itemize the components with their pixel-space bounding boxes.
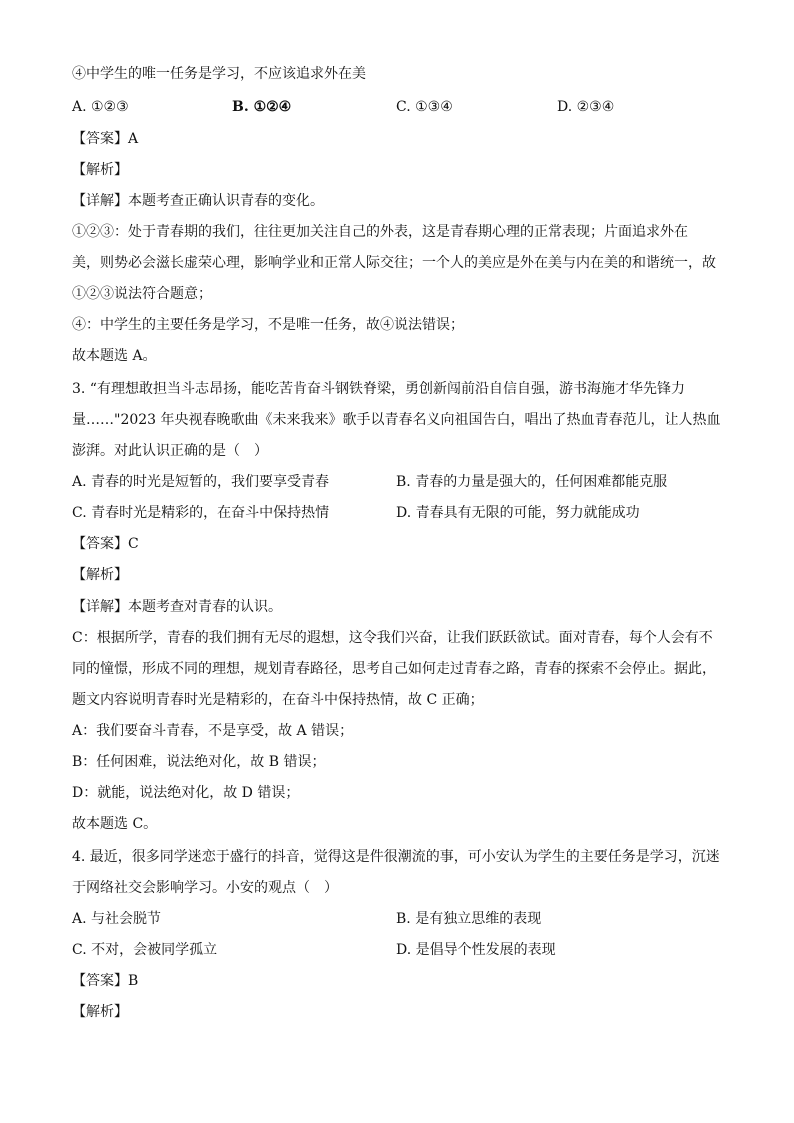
q2-option-a: A. ①②③ xyxy=(72,99,129,115)
q2-detail-line-1: 【详解】本题考查正确认识青春的变化。 xyxy=(72,193,324,209)
q2-statement-4: ④中学生的唯一任务是学习，不应该追求外在美 xyxy=(72,66,366,82)
q4-analysis-label: 【解析】 xyxy=(72,1004,128,1020)
q3-stem-line-1: 3. “有理想敢担当斗志昂扬，能吃苦肯奋斗钢铁脊梁，勇创新闯前沿自信自强，游书海施才华先锋力 xyxy=(72,381,685,397)
q4-stem-line-2: 于网络社交会影响学习。小安的观点（ ） xyxy=(72,880,338,896)
q3-stem-line-2: 量……"2023 年央视春晚歌曲《未来我来》歌手以青春名义向祖国告白，唱出了热血青春范儿，让人热血 xyxy=(72,412,721,428)
q4-answer: 【答案】B xyxy=(72,973,139,989)
q4-option-d: D. 是倡导个性发展的表现 xyxy=(396,942,556,958)
q4-option-c: C. 不对，会被同学孤立 xyxy=(72,942,218,958)
q2-option-c: C. ①③④ xyxy=(396,99,453,115)
q3-stem-line-3: 澎湃。对此认识正确的是（ ） xyxy=(72,443,268,459)
q2-detail-line-2: ①②③：处于青春期的我们，往往更加关注自己的外表，这是青春期心理的正常表现；片面追求外在 xyxy=(72,224,688,240)
q3-detail-line-1: 【详解】本题考查对青春的认识。 xyxy=(72,599,282,615)
q2-analysis-label: 【解析】 xyxy=(72,162,128,178)
q2-option-d: D. ②③④ xyxy=(557,99,615,115)
q3-option-d: D. 青春具有无限的可能，努力就能成功 xyxy=(396,505,640,521)
q3-detail-line-4: 题文内容说明青春时光是精彩的，在奋斗中保持热情，故 C 正确； xyxy=(72,692,484,708)
q3-answer: 【答案】C xyxy=(72,536,139,552)
q4-stem-line-1: 4. 最近，很多同学迷恋于盛行的抖音，觉得这是件很潮流的事，可小安认为学生的主要任务是学习，沉迷 xyxy=(72,849,720,865)
q2-detail-line-4: ①②③说法符合题意； xyxy=(72,286,212,302)
q3-detail-line-5: A：我们要奋斗青春，不是享受，故 A 错误； xyxy=(72,723,354,739)
q4-option-a: A. 与社会脱节 xyxy=(72,911,162,927)
q3-detail-line-6: B：任何困难，说法绝对化，故 B 错误； xyxy=(72,754,326,770)
q4-option-b: B. 是有独立思维的表现 xyxy=(396,911,542,927)
q3-option-a: A. 青春的时光是短暂的，我们要享受青春 xyxy=(72,474,330,490)
q3-detail-line-3: 同的憧憬，形成不同的理想，规划青春路径，思考自己如何走过青春之路，青春的探索不会停止。据此， xyxy=(72,661,716,677)
q2-option-b: B. ①②④ xyxy=(232,99,292,115)
q2-detail-line-6: 故本题选 A。 xyxy=(72,348,157,364)
q2-detail-line-5: ④：中学生的主要任务是学习，不是唯一任务，故④说法错误； xyxy=(72,317,464,333)
q3-detail-line-7: D：就能，说法绝对化，故 D 错误； xyxy=(72,785,300,801)
q2-detail-line-3: 美，则势必会滋长虚荣心理，影响学业和正常人际交往；一个人的美应是外在美与内在美的和谐统一，故 xyxy=(72,255,716,271)
q3-detail-line-2: C：根据所学，青春的我们拥有无尽的遐想，这令我们兴奋，让我们跃跃欲试。面对青春，每个人会有不 xyxy=(72,630,713,646)
q3-option-c: C. 青春时光是精彩的，在奋斗中保持热情 xyxy=(72,505,330,521)
q3-detail-line-8: 故本题选 C。 xyxy=(72,816,158,832)
q3-analysis-label: 【解析】 xyxy=(72,567,128,583)
q2-answer: 【答案】A xyxy=(72,131,139,147)
q3-option-b: B. 青春的力量是强大的，任何困难都能克服 xyxy=(396,474,668,490)
